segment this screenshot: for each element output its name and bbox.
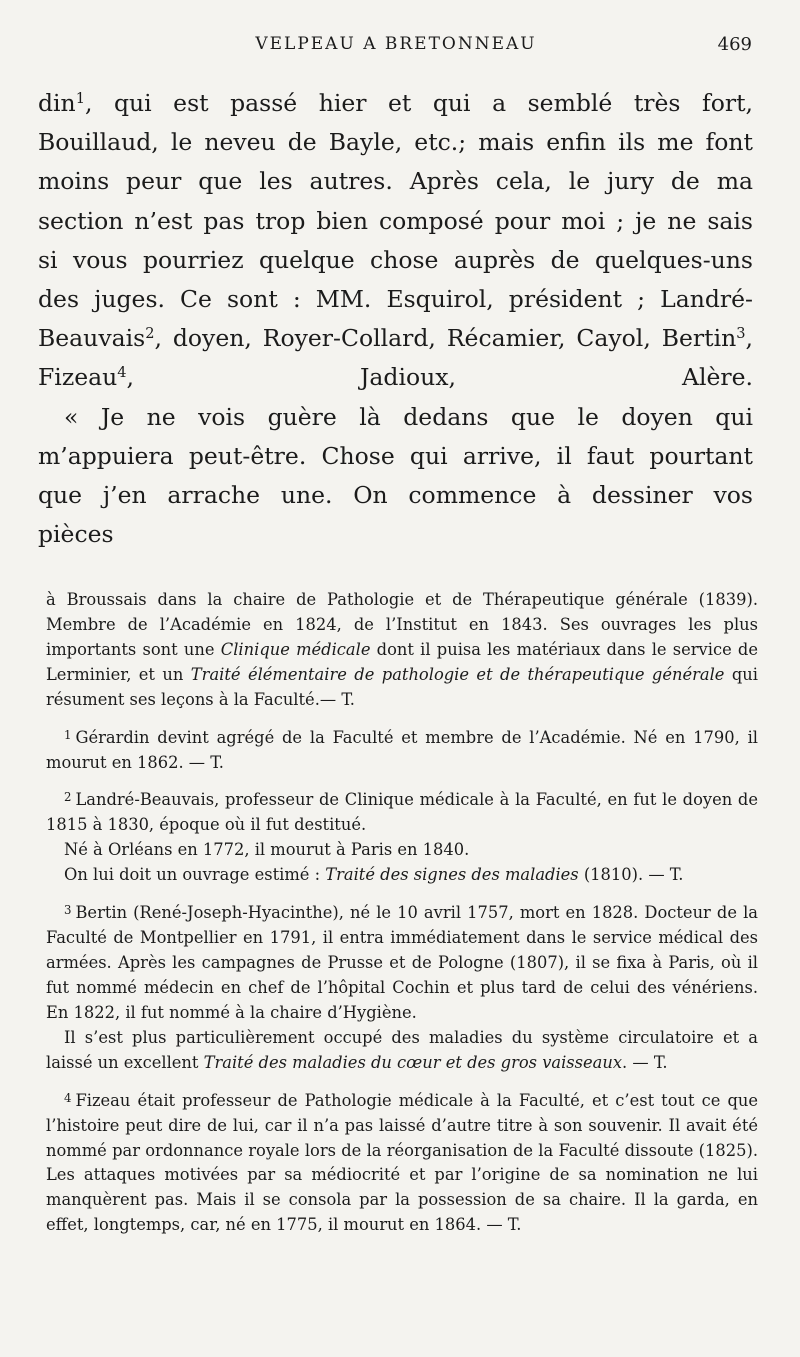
footnote-ref-1: 1 xyxy=(75,90,85,107)
footnote-2 xyxy=(46,785,758,838)
text-run: qui résument ses leçons à la Faculté.— T. xyxy=(46,664,758,709)
text-run: dont il puisa les matériaux dans le service de Lerminier, et un xyxy=(46,639,758,684)
text-run: On lui doit un ouvrage estimé : xyxy=(64,865,326,885)
footnote-number: 2 xyxy=(64,790,72,805)
work-title: Clinique médicale xyxy=(220,639,371,659)
footnote-number: 1 xyxy=(64,727,72,742)
text-run: , doyen, Royer-Collard, Récamier, Cayol, Bertin xyxy=(154,324,737,353)
footnote-ref-4: 4 xyxy=(117,364,127,382)
footnote-continued xyxy=(46,588,758,713)
text-run: . — T. xyxy=(622,1052,668,1072)
footnote-number: 3 xyxy=(64,903,72,918)
footnote-1 xyxy=(46,723,758,776)
footnote-text: Gérardin devint agrégé de la Faculté et membre de l’Académie. Né en 1790, il mourut en 1862. — T. xyxy=(46,727,758,772)
page-number: 469 xyxy=(717,34,752,55)
text-run: à Broussais dans la chaire de Pathologie et de Thérapeutique générale (1839). Membre de l’Académie en 1824, de l’Institut en 1843. Ses ouvrages les plus importants sont une xyxy=(46,590,758,659)
text-run: Il s’est plus particulièrement occupé des maladies du système circulatoire et a laissé un excellent xyxy=(46,1027,758,1072)
footnote-3-paragraph-2 xyxy=(46,1026,758,1076)
work-title: Traité des maladies du cœur et des gros vaisseaux xyxy=(203,1052,623,1072)
text-run: , Jadioux, Alère. xyxy=(126,363,753,392)
text-run: , qui est passé hier et qui a semblé très fort, Bouillaud, le neveu de Bayle, etc.; mais enfin ils me font moins peur que les autres. Après cela, le jury de ma section n’est pas trop bien composé pour moi ; je ne sais si vous pourriez quelque chose auprès de quelques-uns des juges. Ce sont : MM. Esquirol, président ; Landré-Beauvais xyxy=(38,89,753,353)
footnote-2-line-3 xyxy=(46,863,758,888)
footnote-text: Bertin (René-Joseph-Hyacinthe), né le 10 avril 1757, mort en 1828. Docteur de la Faculté de Montpellier en 1791, il entra immédiatement dans le service médical des armées. Après les campagnes de Prusse et de Pologne (1807), il se fixa à Paris, où il fut nommé médecin en chef de l’hôpital Cochin et plus tard de celui des vénériens. En 1822, il fut nommé à la chaire d’Hygiène. xyxy=(46,903,758,1022)
text-run: din xyxy=(38,89,76,117)
footnote-number: 4 xyxy=(64,1090,72,1105)
footnote-4 xyxy=(46,1086,758,1239)
running-title: VELPEAU A BRETONNEAU xyxy=(255,34,537,54)
footnote-text: Fizeau était professeur de Pathologie médicale à la Faculté, et c’est tout ce que l’histoire peut dire de lui, car il n’a pas laissé d’autre titre à son souvenir. Il avait été nommé par ordonnance royale lors de la réorganisation de la Faculté dissoute (1825). Les attaques motivées par sa médiocrité et par l’origine de sa nomination ne lui manquèrent pas. Mais il se consola par la possession de sa chaire. Il la garda, en effet, longtemps, car, né en 1775, il mourut en 1864. — T. xyxy=(46,1090,758,1235)
body-paragraph-1 xyxy=(38,84,753,398)
footnotes xyxy=(46,588,758,1238)
footnote-text: Landré-Beauvais, professeur de Clinique médicale à la Faculté, en fut le doyen de 1815 à 1830, époque où il fut destitué. xyxy=(46,790,758,835)
text-run: (1810). — T. xyxy=(578,865,684,885)
text-run: , Fizeau xyxy=(38,324,753,392)
footnote-3 xyxy=(46,898,758,1026)
work-title: Traité élémentaire de pathologie et de thérapeutique générale xyxy=(190,664,725,684)
main-text xyxy=(38,84,753,554)
running-head xyxy=(40,34,752,62)
footnote-ref-3: 3 xyxy=(736,325,746,343)
footnote-2-line-2: Né à Orléans en 1772, il mourut à Paris en 1840. xyxy=(64,840,470,860)
body-paragraph-2: « Je ne vois guère là dedans que le doyen qui m’appuiera peut-être. Chose qui arrive, il faut pourtant que j’en arrache une. On commence à dessiner vos pièces xyxy=(38,402,753,549)
footnote-ref-2: 2 xyxy=(145,325,155,343)
work-title: Traité des signes des maladies xyxy=(325,865,579,885)
